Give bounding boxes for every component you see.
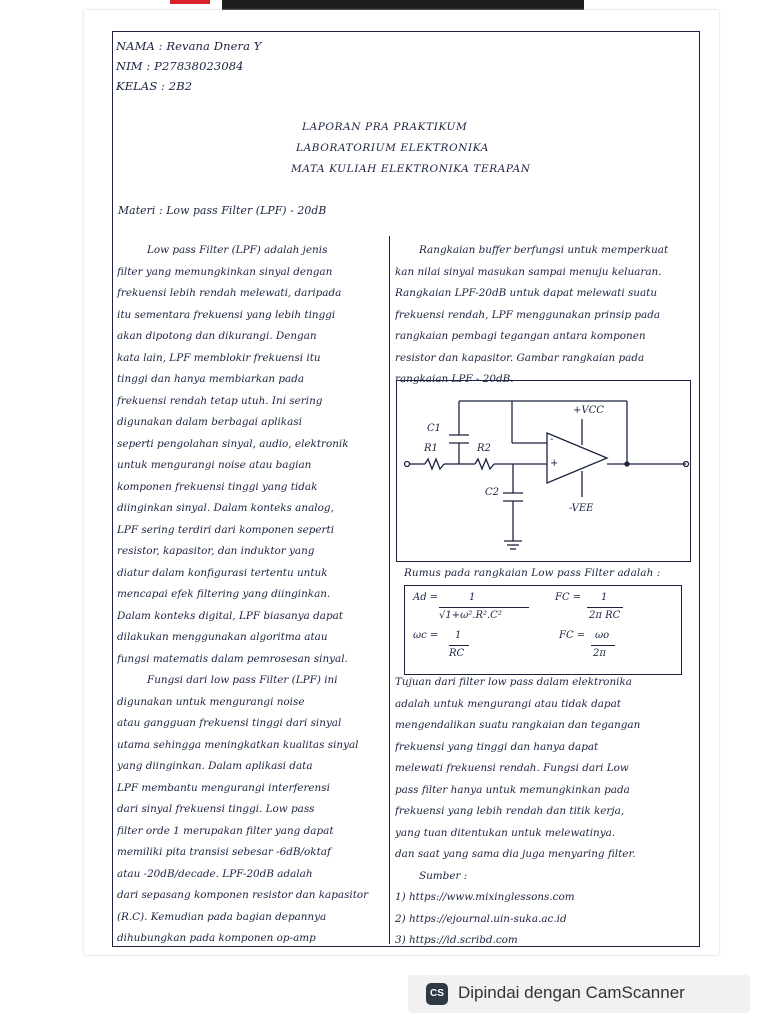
- wc-fraction-bar: [449, 645, 469, 646]
- text-line: dihubungkan pada komponen op-amp: [117, 932, 316, 944]
- text-line: dari sinyal frekuensi tinggi. Low pass: [117, 803, 315, 815]
- text-line: seperti pengolahan sinyal, audio, elektronik: [117, 437, 349, 450]
- camscanner-logo-icon: CS: [426, 983, 448, 1005]
- text-line: yang tuan ditentukan untuk melewatinya.: [395, 826, 616, 839]
- ad-fraction-bar: [439, 607, 529, 608]
- formula-intro: Rumus pada rangkaian Low pass Filter adalah :: [404, 567, 661, 579]
- fc-label: FC =: [555, 592, 582, 603]
- right-column-bottom-text: [395, 672, 695, 952]
- text-line: rangkaian pembagi tegangan antara komponen: [395, 330, 646, 342]
- student-name: NAMA : Revana Dnera Y: [116, 39, 262, 53]
- clipboard-red-tab: [170, 0, 210, 4]
- text-line: akan dipotong dan dikurangi. Dengan: [117, 330, 317, 342]
- wc-numerator: 1: [455, 630, 462, 641]
- text-line: tinggi dan hanya membiarkan pada: [117, 373, 305, 385]
- circuit-schematic: [397, 381, 690, 561]
- label-r1: R1: [424, 443, 438, 454]
- resistor-r2: [475, 459, 494, 469]
- text-line: adalah untuk mengurangi atau tidak dapat: [395, 697, 621, 710]
- label-inverting: -: [550, 434, 554, 445]
- student-class: KELAS : 2B2: [116, 79, 193, 93]
- camscanner-text: Dipindai dengan CamScanner: [458, 983, 685, 1002]
- left-column-text: [117, 240, 385, 950]
- text-line: kata lain, LPF memblokir frekuensi itu: [117, 351, 321, 364]
- text-line: resistor, kapasitor, dan induktor yang: [117, 545, 315, 557]
- text-line: Rangkaian LPF-20dB untuk dapat melewati suatu: [395, 287, 658, 299]
- fc-numerator: 1: [601, 592, 608, 603]
- resistor-r1: [425, 459, 444, 469]
- fc2-label: FC =: [559, 630, 586, 641]
- text-line: fungsi matematis dalam pemrosesan sinyal.: [117, 652, 348, 665]
- text-line: filter yang memungkinkan sinyal dengan: [117, 265, 333, 278]
- text-line: diinginkan sinyal. Dalam konteks analog,: [117, 502, 334, 514]
- text-line: Dalam konteks digital, LPF biasanya dapat: [117, 609, 343, 622]
- formula-box: [404, 585, 682, 675]
- text-line: digunakan dalam berbagai aplikasi: [117, 416, 302, 428]
- text-line: atau gangguan frekuensi tinggi dari sinyal: [117, 717, 342, 729]
- text-line: (R.C). Kemudian pada bagian depannya: [117, 910, 327, 923]
- source-link-1: 1) https://www.mixinglessons.com: [395, 891, 575, 903]
- materi-line: Materi : Low pass Filter (LPF) - 20dB: [118, 204, 327, 217]
- fc2-fraction-bar: [591, 645, 615, 646]
- wc-label: ωc =: [413, 630, 439, 641]
- text-line: itu sementara frekuensi yang lebih tinggi: [117, 308, 336, 321]
- column-divider: [389, 236, 390, 944]
- label-vee: -VEE: [569, 503, 594, 514]
- lpf-circuit-diagram: [396, 380, 691, 562]
- text-line: dilakukan menggunakan algoritma atau: [117, 631, 328, 643]
- text-line: digunakan untuk mengurangi noise: [117, 695, 305, 708]
- text-line: filter orde 1 merupakan filter yang dapat: [117, 824, 334, 837]
- text-line: yang diinginkan. Dalam aplikasi data: [117, 760, 313, 772]
- camscanner-watermark: [408, 975, 750, 1013]
- fc-denominator: 2π RC: [589, 610, 621, 621]
- text-line: frekuensi rendah, LPF menggunakan prinsip pada: [395, 308, 661, 321]
- report-title-line3: MATA KULIAH ELEKTRONIKA TERAPAN: [291, 163, 531, 175]
- label-c1: C1: [427, 423, 442, 434]
- text-line: frekuensi yang tinggi dan hanya dapat: [395, 740, 599, 753]
- text-line: diatur dalam konfigurasi tertentu untuk: [117, 566, 328, 579]
- right-column-top-text: [395, 240, 695, 391]
- label-noninverting: +: [550, 458, 559, 469]
- text-line: Tujuan dari filter low pass dalam elektronika: [395, 676, 632, 688]
- text-line: mencapai efek filtering yang diinginkan.: [117, 588, 331, 600]
- label-r2: R2: [477, 443, 491, 454]
- text-line: LPF membantu mengurangi interferensi: [117, 781, 330, 794]
- text-line: melewati frekuensi rendah. Fungsi dari Low: [395, 762, 629, 774]
- input-terminal: [405, 462, 410, 467]
- text-line: frekuensi lebih rendah melewati, daripada: [117, 287, 342, 299]
- text-line: Fungsi dari low pass Filter (LPF) ini: [147, 674, 338, 686]
- report-title-line1: LAPORAN PRA PRAKTIKUM: [302, 121, 468, 133]
- fc-fraction-bar: [587, 607, 623, 608]
- source-link-2: 2) https://ejournal.uin-suka.ac.id: [395, 912, 567, 925]
- label-vcc: +VCC: [573, 405, 604, 416]
- label-c2: C2: [485, 487, 500, 498]
- text-line: frekuensi yang lebih rendah dan titik kerja,: [395, 805, 625, 817]
- text-line: pass filter hanya untuk memungkinkan pada: [395, 783, 630, 796]
- text-line: mengendalikan suatu rangkaian dan tegangan: [395, 719, 641, 731]
- sources-heading: Sumber :: [419, 869, 468, 882]
- text-line: frekuensi rendah tetap utuh. Ini sering: [117, 394, 323, 407]
- ad-numerator: 1: [469, 592, 476, 603]
- text-line: memiliki pita transisi sebesar -6dB/oktaf: [117, 846, 331, 858]
- text-line: resistor dan kapasitor. Gambar rangkaian pada: [395, 351, 645, 364]
- text-line: Low pass Filter (LPF) adalah jenis: [147, 244, 328, 256]
- text-line: Rangkaian buffer berfungsi untuk memperkuat: [419, 244, 669, 256]
- ad-denominator: √1+ω².R².C²: [439, 610, 502, 621]
- text-line: dan saat yang sama dia juga menyaring filter.: [395, 848, 636, 860]
- text-line: rangkaian LPF - 20dB.: [395, 373, 514, 385]
- ad-label: Ad =: [413, 592, 439, 603]
- fc2-numerator: ωo: [595, 630, 610, 641]
- report-title-line2: LABORATORIUM ELEKTRONIKA: [296, 142, 489, 154]
- text-line: untuk mengurangi noise atau bagian: [117, 459, 312, 471]
- text-line: LPF sering terdiri dari komponen seperti: [117, 523, 335, 536]
- fc2-denominator: 2π: [593, 648, 606, 659]
- text-line: kan nilai sinyal masukan sampai menuju keluaran.: [395, 265, 662, 278]
- student-nim: NIM : P27838023084: [116, 59, 244, 73]
- wc-denominator: RC: [449, 648, 465, 659]
- text-line: dari sepasang komponen resistor dan kapasitor: [117, 889, 369, 901]
- text-line: atau -20dB/decade. LPF-20dB adalah: [117, 867, 313, 880]
- text-line: komponen frekuensi tinggi yang tidak: [117, 480, 318, 493]
- text-line: utama sehingga meningkatkan kualitas sinyal: [117, 738, 359, 751]
- source-link-3: 3) https://id.scribd.com: [395, 934, 518, 946]
